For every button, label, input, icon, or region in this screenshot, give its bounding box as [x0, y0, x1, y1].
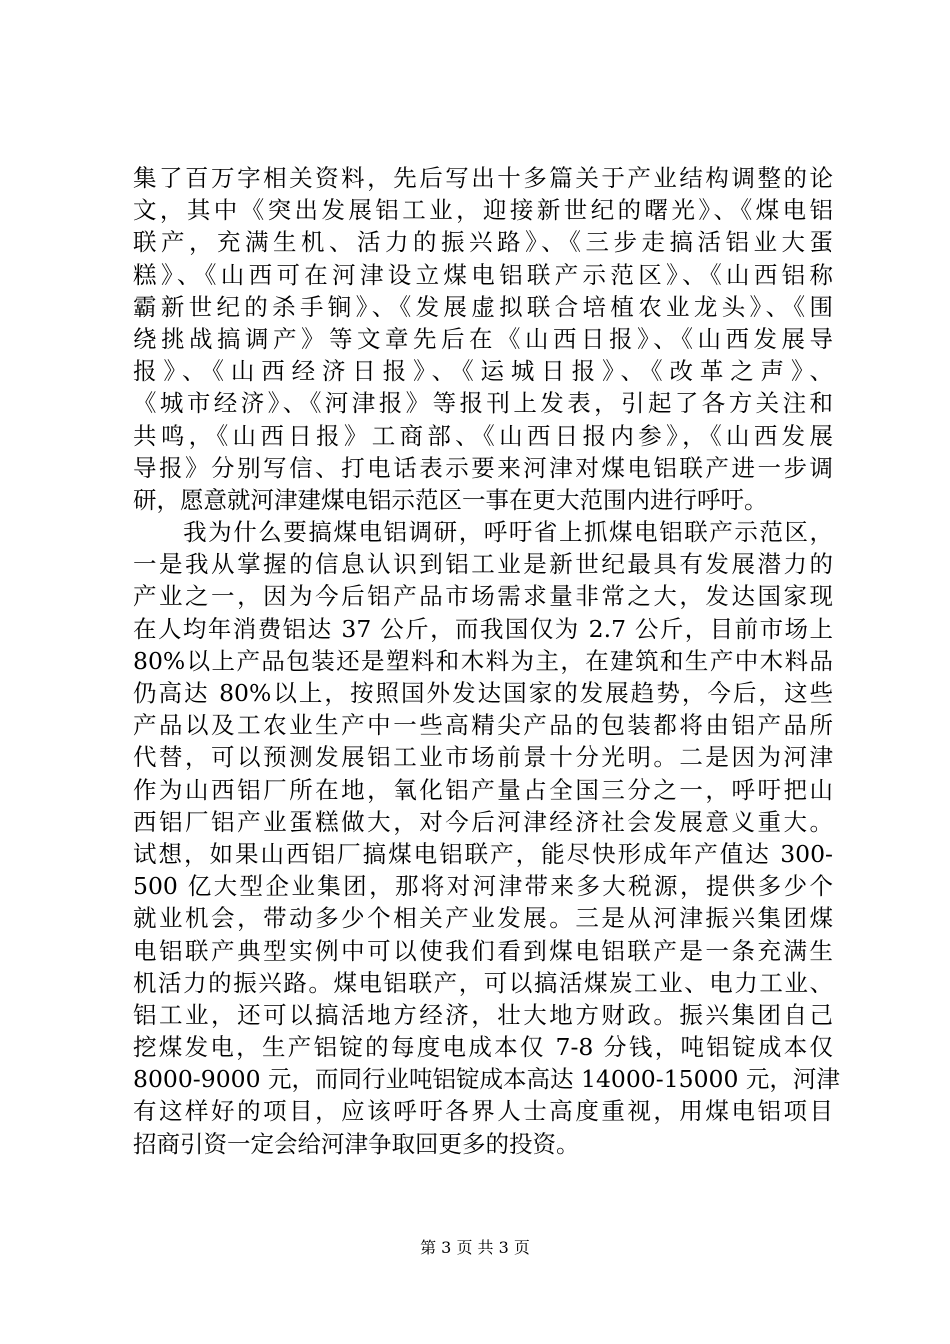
text-line: 机活力的振兴路。煤电铝联产，可以搞活煤炭工业、电力工业、 — [133, 968, 833, 997]
text-line: 铝工业，还可以搞活地方经济，壮大地方财政。振兴集团自己 — [133, 1000, 833, 1029]
text-line: 联产，充满生机、活力的振兴路》、《三步走搞活铝业大蛋 — [133, 228, 833, 257]
text-line: 产品以及工农业生产中一些高精尖产品的包装都将由铝产品所 — [133, 711, 833, 740]
text-line: 共鸣，《山西日报》工商部、《山西日报内参》，《山西发展 — [133, 421, 833, 450]
text-line: 挖煤发电，生产铝锭的每度电成本仅 7-8 分钱，吨铝锭成本仅 — [133, 1033, 833, 1062]
text-line: 糕》、《山西可在河津设立煤电铝联产示范区》、《山西铝称 — [133, 260, 833, 289]
page-footer: 第 3 页 共 3 页 — [420, 1238, 530, 1257]
text-line: 一是我从掌握的信息认识到铝工业是新世纪最具有发展潜力的 — [133, 550, 833, 579]
text-line: 报》、《山西经济日报》、《运城日报》、《改革之声》、 — [133, 357, 833, 386]
text-line: 文，其中《突出发展铝工业，迎接新世纪的曙光》、《煤电铝 — [133, 196, 833, 225]
text-line: 就业机会，带动多少个相关产业发展。三是从河津振兴集团煤 — [133, 904, 833, 933]
text-line: 500 亿大型企业集团，那将对河津带来多大税源，提供多少个 — [133, 872, 833, 901]
text-line: 8000-9000 元，而同行业吨铝锭成本高达 14000-15000 元，河津 — [133, 1065, 840, 1094]
text-line: 代替，可以预测发展铝工业市场前景十分光明。二是因为河津 — [133, 743, 833, 772]
text-line: 我为什么要搞煤电铝调研，呼吁省上抓煤电铝联产示范区， — [133, 518, 833, 547]
text-line: 有这样好的项目，应该呼吁各界人士高度重视，用煤电铝项目 — [133, 1097, 833, 1126]
text-line: 集了百万字相关资料，先后写出十多篇关于产业结构调整的论 — [133, 164, 833, 192]
text-line: 西铝厂铝产业蛋糕做大，对今后河津经济社会发展意义重大。 — [133, 807, 833, 836]
text-line: 霸新世纪的杀手锏》、《发展虚拟联合培植农业龙头》、《围 — [133, 292, 833, 321]
text-line: 电铝联产典型实例中可以使我们看到煤电铝联产是一条充满生 — [133, 936, 833, 965]
text-line: 作为山西铝厂所在地，氧化铝产量占全国三分之一，呼吁把山 — [133, 775, 833, 804]
text-line: 研，愿意就河津建煤电铝示范区一事在更大范围内进行呼吁。 — [133, 485, 768, 514]
text-line: 招商引资一定会给河津争取回更多的投资。 — [133, 1129, 580, 1158]
text-line: 在人均年消费铝达 37 公斤，而我国仅为 2.7 公斤，目前市场上 — [133, 614, 833, 643]
text-line: 试想，如果山西铝厂搞煤电铝联产，能尽快形成年产值达 300- — [133, 839, 833, 868]
text-line: 80%以上产品包装还是塑料和木料为主，在建筑和生产中木料品 — [133, 646, 833, 675]
text-line: 绕挑战搞调产》等文章先后在《山西日报》、《山西发展导 — [133, 324, 833, 353]
text-line: 《城市经济》、《河津报》等报刊上发表，引起了各方关注和 — [133, 389, 833, 418]
text-line: 导报》分别写信、打电话表示要来河津对煤电铝联产进一步调 — [133, 453, 833, 482]
text-line: 产业之一，因为今后铝产品市场需求量非常之大，发达国家现 — [133, 582, 833, 611]
text-line: 仍高达 80%以上，按照国外发达国家的发展趋势，今后，这些 — [133, 679, 833, 707]
body-text — [133, 162, 840, 1160]
